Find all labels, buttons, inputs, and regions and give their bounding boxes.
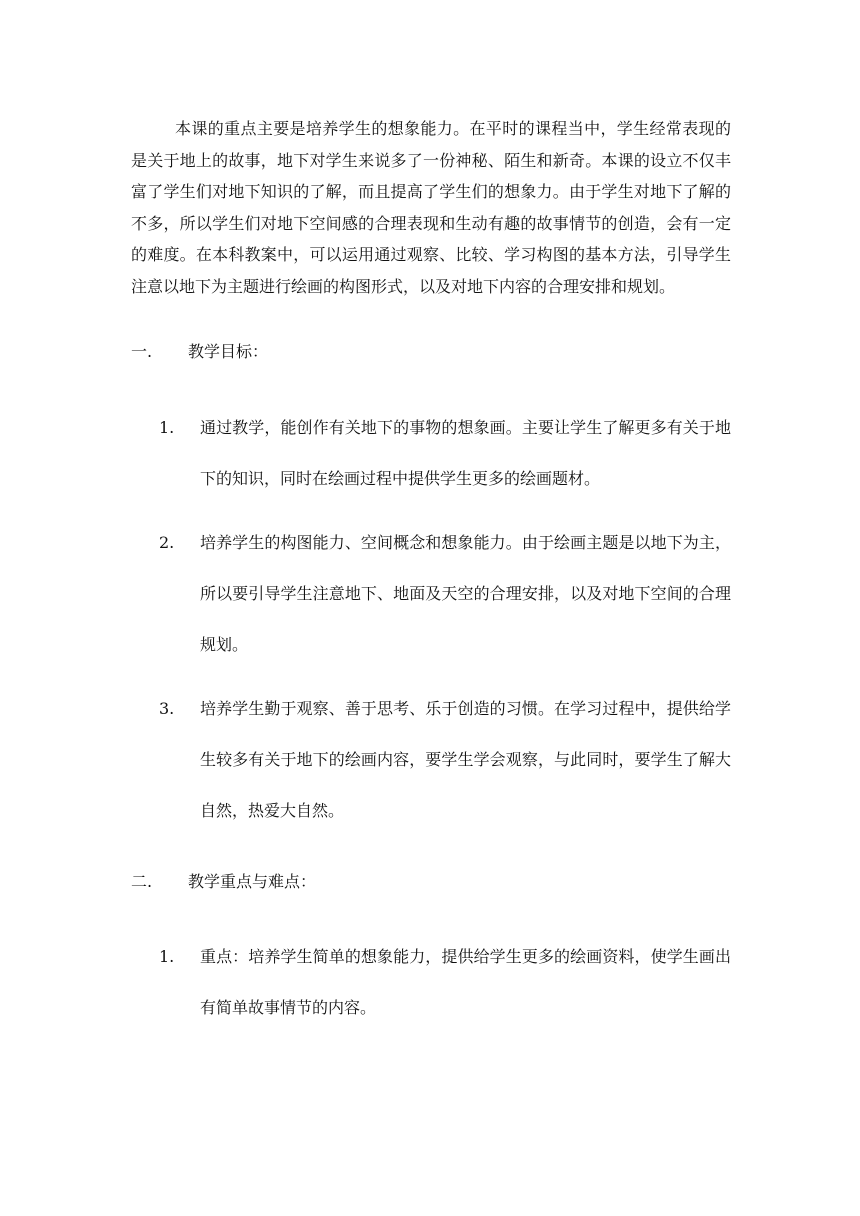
section-heading-objectives <box>131 336 731 367</box>
list-item-number: 1. <box>159 947 175 966</box>
section-number: 一. <box>131 342 153 361</box>
list-item-text: 培养学生勤于观察、善于思考、乐于创造的习惯。在学习过程中，提供给学生较多有关于地下的绘画内容，要学生学会观察，与此同时，要学生了解大自然，热爱大自然。 <box>200 699 731 820</box>
objectives-list <box>131 412 731 836</box>
list-item <box>159 693 731 836</box>
list-item-text: 培养学生的构图能力、空间概念和想象能力。由于绘画主题是以地下为主，所以要引导学生注意地下、地面及天空的合理安排，以及对地下空间的合理规划。 <box>200 533 731 654</box>
intro-paragraph: 本课的重点主要是培养学生的想象能力。在平时的课程当中，学生经常表现的是关于地上的故事，地下对学生来说多了一份神秘、陌生和新奇。本课的设立不仅丰富了学生们对地下知识的了解，而且提高了学生们的想象力。由于学生对地下了解的不多，所以学生们对地下空间感的合理表现和生动有趣的故事情节的创造，会有一定的难度。在本科教案中，可以运用通过观察、比较、学习构图的基本方法，引导学生注意以地下为主题进行绘画的构图形式，以及对地下内容的合理安排和规划。 <box>131 119 731 296</box>
list-item-number: 3. <box>159 699 175 718</box>
list-item-text: 通过教学，能创作有关地下的事物的想象画。主要让学生了解更多有关于地下的知识，同时在绘画过程中提供学生更多的绘画题材。 <box>200 418 731 488</box>
list-item <box>159 412 731 504</box>
list-item-number: 2. <box>159 533 175 552</box>
document-body <box>131 113 731 1033</box>
list-item-number: 1. <box>159 418 175 437</box>
list-item <box>159 941 731 1033</box>
section-number: 二. <box>131 872 153 891</box>
section-title: 教学目标： <box>188 342 269 361</box>
list-item-text: 重点：培养学生简单的想象能力，提供给学生更多的绘画资料，使学生画出有简单故事情节的内容。 <box>200 947 731 1017</box>
section-title: 教学重点与难点： <box>188 872 317 891</box>
list-item <box>159 527 731 670</box>
focus-list <box>131 941 731 1033</box>
section-heading-focus <box>131 866 731 897</box>
